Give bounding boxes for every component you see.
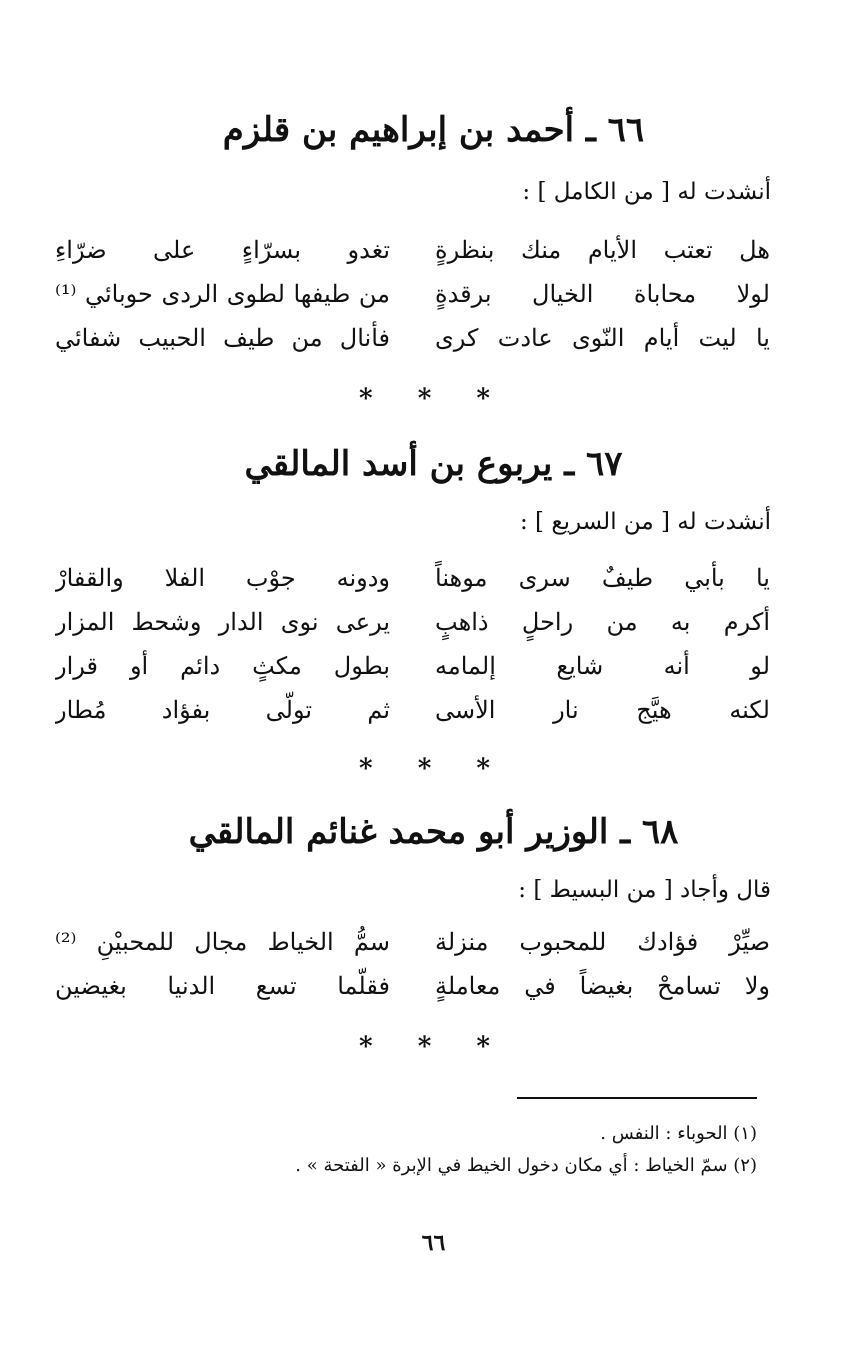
section-heading: ٦٨ ـ الوزير أبو محمد غنائم المالقي bbox=[188, 812, 679, 852]
verse-second-hemistich: ودونه جوْب الفلا والقفارْ bbox=[55, 564, 390, 592]
page-number: ٦٦ bbox=[421, 1230, 446, 1256]
section-intro: أنشدت له [ من السريع ] : bbox=[519, 509, 771, 535]
verse-first-hemistich: لولا محاباة الخيال برقدةٍ bbox=[435, 280, 770, 308]
verse-line bbox=[55, 274, 770, 314]
verse-second-hemistich: من طيفها لطوى الردى حوبائي ⁽¹⁾ bbox=[55, 280, 390, 308]
section-separator: * * * bbox=[359, 384, 508, 414]
section-heading: ٦٧ ـ يربوع بن أسد المالقي bbox=[244, 444, 623, 484]
verse-first-hemistich: لو أنه شايع إلمامه bbox=[435, 652, 770, 680]
verse-line bbox=[55, 646, 770, 686]
verse-line bbox=[55, 230, 770, 270]
verse-first-hemistich: أكرم به من راحلٍ ذاهبٍ bbox=[435, 608, 770, 636]
footnote: (١) الحوباء : النفس . bbox=[600, 1123, 757, 1144]
verse-second-hemistich: ثم تولّى بفؤاد مُطار bbox=[55, 696, 390, 724]
verse-second-hemistich: يرعى نوى الدار وشحط المزار bbox=[55, 608, 390, 636]
section-heading: ٦٦ ـ أحمد بن إبراهيم بن قلزم bbox=[222, 110, 645, 150]
verse-line bbox=[55, 602, 770, 642]
verse-line bbox=[55, 922, 770, 962]
footnote: (٢) سمّ الخياط : أي مكان دخول الخيط في الإبرة « الفتحة » . bbox=[295, 1155, 757, 1176]
verse-second-hemistich: فأنال من طيف الحبيب شفائي bbox=[55, 324, 390, 352]
verse-first-hemistich: يا ليت أيام النّوى عادت كرى bbox=[435, 324, 770, 352]
section-intro: قال وأجاد [ من البسيط ] : bbox=[518, 877, 771, 903]
section-separator: * * * bbox=[359, 754, 508, 784]
verse-second-hemistich: بطول مكثٍ دائم أو قرار bbox=[55, 652, 390, 680]
verse-first-hemistich: هل تعتب الأيام منك بنظرةٍ bbox=[435, 236, 770, 264]
verse-line bbox=[55, 558, 770, 598]
verse-first-hemistich: يا بأبي طيفٌ سرى موهناً bbox=[435, 564, 770, 592]
footnote-rule bbox=[517, 1097, 757, 1099]
verse-second-hemistich: سمُّ الخياط مجال للمحبيْنِ ⁽²⁾ bbox=[55, 928, 390, 956]
verse-first-hemistich: صيِّرْ فؤادك للمحبوب منزلة bbox=[435, 928, 770, 956]
section-intro: أنشدت له [ من الكامل ] : bbox=[522, 179, 771, 205]
section-separator: * * * bbox=[359, 1032, 508, 1062]
verse-second-hemistich: تغدو بسرّاءٍ على ضرّاءِ bbox=[55, 236, 390, 264]
verse-line bbox=[55, 690, 770, 730]
verse-line bbox=[55, 318, 770, 358]
verse-second-hemistich: فقلّما تسع الدنيا بغيضين bbox=[55, 972, 390, 1000]
verse-first-hemistich: لكنه هيَّج نار الأسى bbox=[435, 696, 770, 724]
verse-first-hemistich: ولا تسامحْ بغيضاً في معاملةٍ bbox=[435, 972, 770, 1000]
verse-line bbox=[55, 966, 770, 1006]
